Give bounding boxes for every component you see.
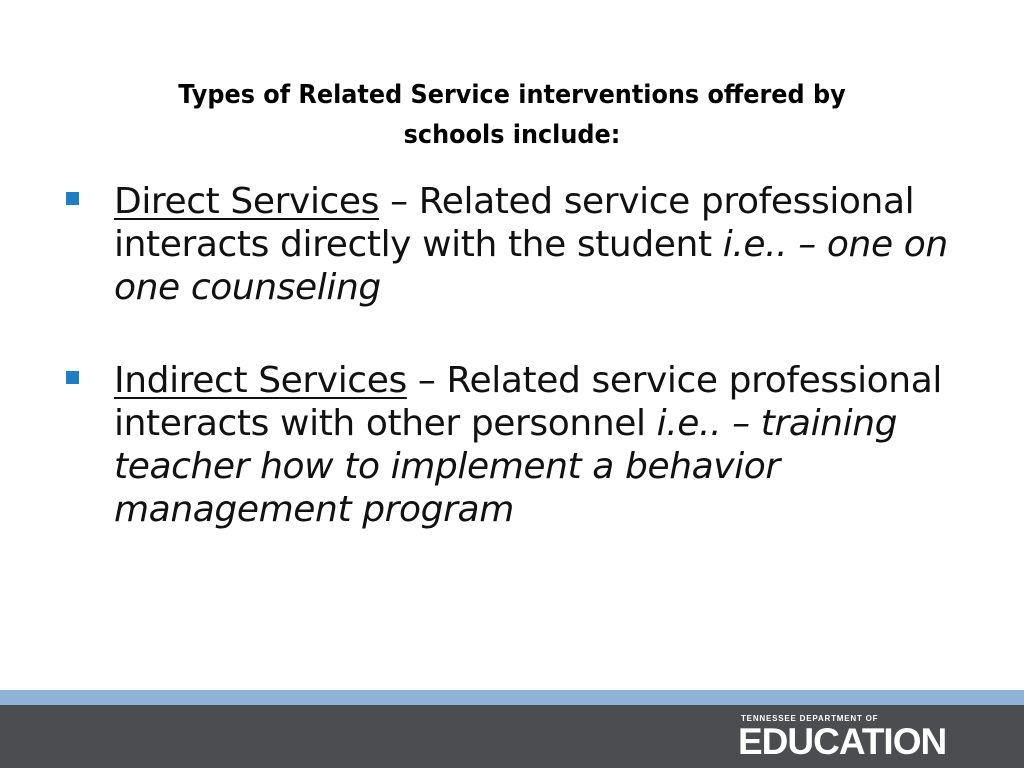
service-bullet-list <box>62 180 952 531</box>
direct-services-description: – Related service professional interacts directly with the student <box>114 181 915 265</box>
footer-accent-stripe <box>0 690 1024 705</box>
logo-department-text: TENNESSEE DEPARTMENT OF <box>741 714 879 723</box>
indirect-services-term: Indirect Services <box>114 360 407 401</box>
slide-title-line-1: Types of Related Service interventions offered by <box>178 80 846 111</box>
indirect-services-description: – Related service professional interacts with other personnel <box>114 360 942 444</box>
square-bullet-icon <box>66 371 79 384</box>
direct-services-term: Direct Services <box>114 181 380 222</box>
indirect-services-bullet <box>62 359 952 531</box>
direct-services-example: i.e.. – one on one counseling <box>114 224 948 308</box>
direct-services-bullet <box>62 180 952 309</box>
tennessee-education-logo <box>738 712 970 762</box>
slide-title-line-2: schools include: <box>403 120 621 151</box>
indirect-services-example: i.e.. – training teacher how to implement a behavior management program <box>114 403 898 530</box>
square-bullet-icon <box>66 192 79 205</box>
logo-education-text: EDUCATION <box>738 721 947 762</box>
slide-title <box>96 75 928 155</box>
